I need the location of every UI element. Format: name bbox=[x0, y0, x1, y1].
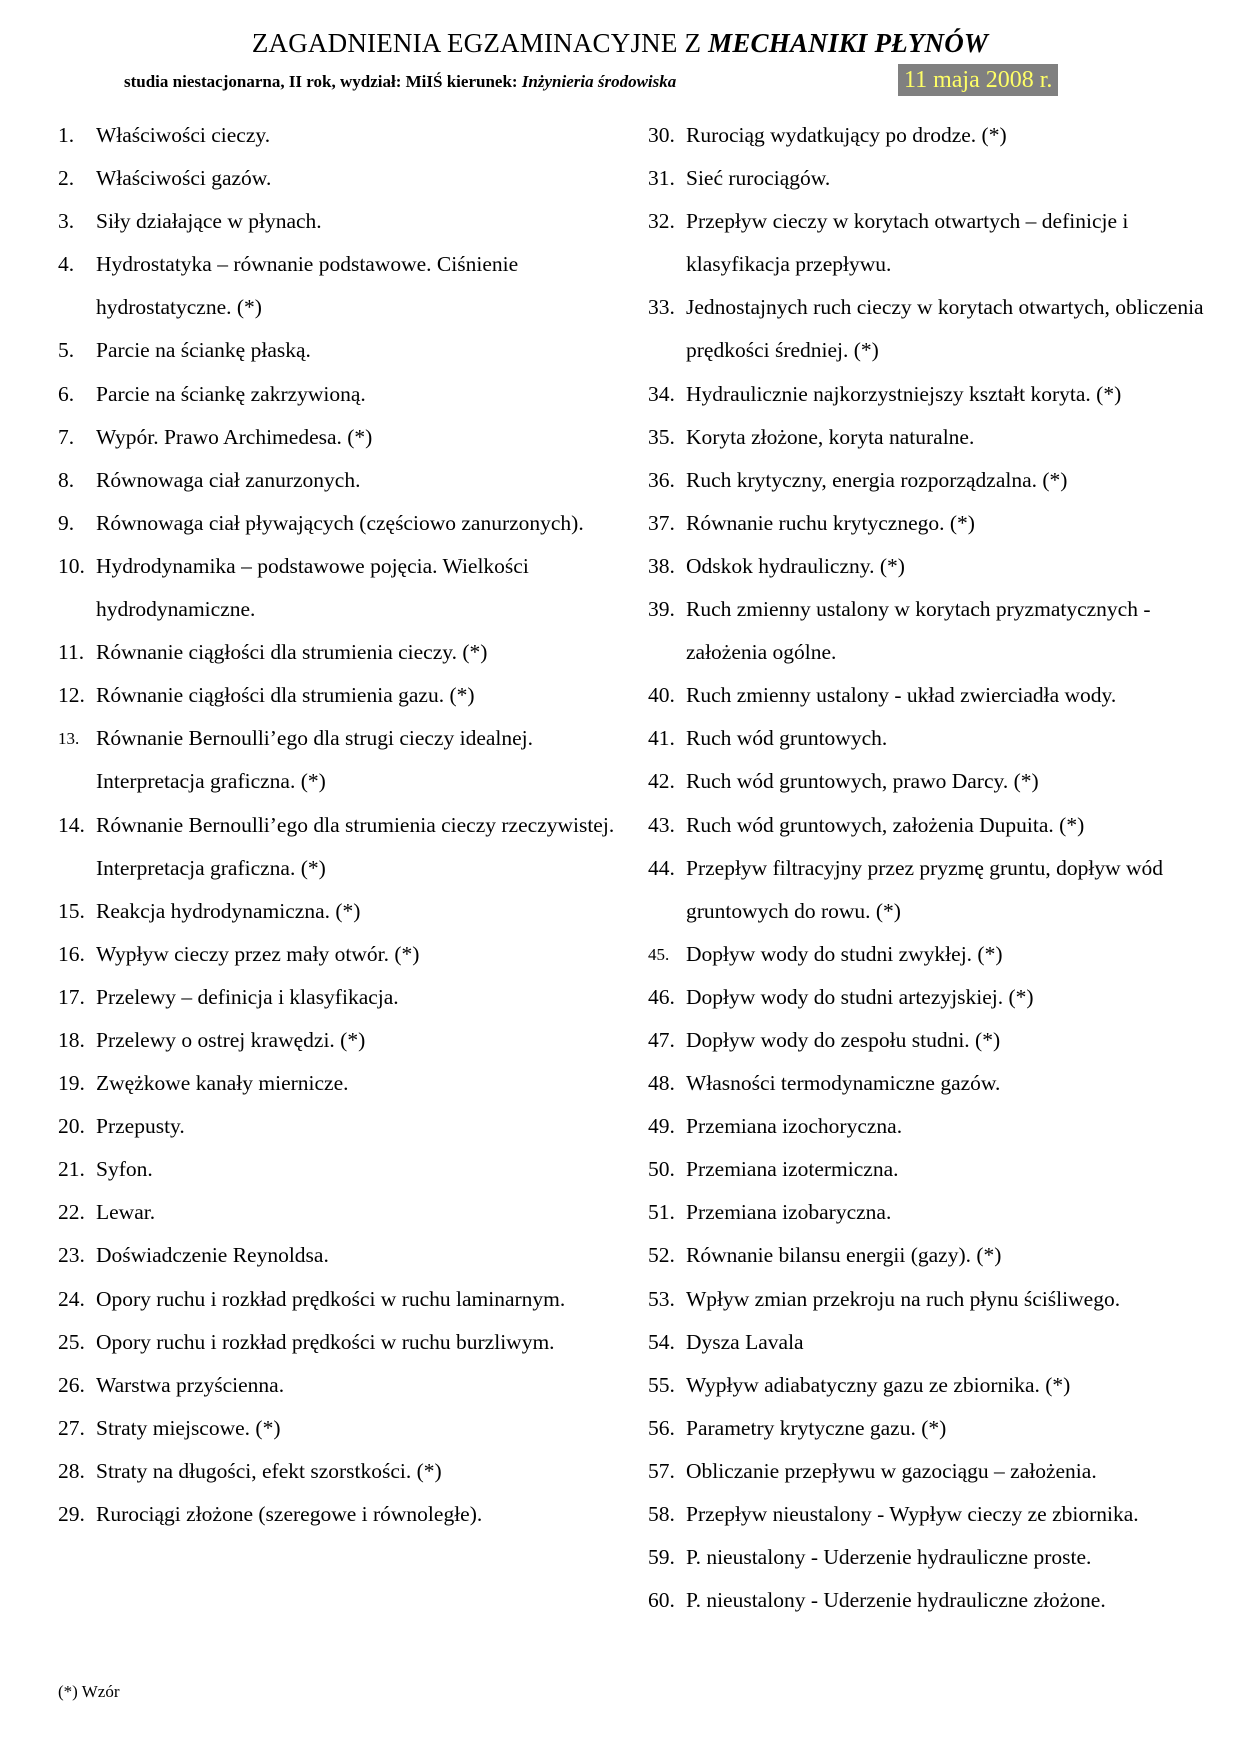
item-text: Parcie na ściankę zakrzywioną. bbox=[96, 381, 366, 406]
item-number: 2. bbox=[58, 166, 75, 191]
item-text: Równanie ciągłości dla strumienia gazu. (*) bbox=[96, 683, 475, 708]
page-title bbox=[0, 28, 1240, 59]
item-text: Równowaga ciał zanurzonych. bbox=[96, 467, 361, 492]
right-column bbox=[648, 114, 1208, 1622]
list-item bbox=[648, 1278, 1208, 1321]
item-text: Jednostajnych ruch cieczy w korytach otwartych, obliczenia prędkości średniej. (*) bbox=[686, 295, 1204, 363]
item-text: Lewar. bbox=[96, 1200, 156, 1225]
list-item bbox=[648, 545, 1208, 588]
item-number: 15. bbox=[58, 898, 85, 923]
item-text: P. nieustalony - Uderzenie hydrauliczne złożone. bbox=[686, 1588, 1106, 1613]
item-number: 12. bbox=[58, 683, 85, 708]
item-number: 45. bbox=[648, 944, 670, 964]
item-text: Sieć rurociągów. bbox=[686, 166, 831, 191]
subtitle-field: Inżynieria środowiska bbox=[521, 72, 677, 91]
item-number: 29. bbox=[58, 1502, 85, 1526]
item-number: 31. bbox=[648, 166, 675, 191]
item-text: Hydrodynamika – podstawowe pojęcia. Wielkości hydrodynamiczne. bbox=[96, 553, 529, 622]
item-number: 28. bbox=[58, 1458, 85, 1483]
item-number: 9. bbox=[58, 510, 75, 535]
list-item bbox=[648, 1019, 1208, 1062]
item-text: Przepływ filtracyjny przez pryzmę gruntu, dopływ wód gruntowych do rowu. (*) bbox=[686, 855, 1164, 923]
list-item bbox=[58, 459, 618, 502]
list-item bbox=[58, 1019, 618, 1062]
list-item bbox=[648, 1321, 1208, 1364]
item-number: 27. bbox=[58, 1415, 85, 1440]
item-text: Dopływ wody do zespołu studni. (*) bbox=[686, 1027, 1001, 1052]
item-text: Przemiana izotermiczna. bbox=[686, 1157, 899, 1182]
item-number: 30. bbox=[648, 123, 675, 147]
item-text: Przemiana izochoryczna. bbox=[686, 1114, 903, 1139]
list-item bbox=[58, 1148, 618, 1191]
list-item bbox=[58, 373, 618, 416]
item-number: 19. bbox=[58, 1071, 85, 1096]
item-text: Przemiana izobaryczna. bbox=[686, 1200, 892, 1225]
item-text: Ruch wód gruntowych, założenia Dupuita. (*) bbox=[686, 812, 1085, 837]
item-number: 6. bbox=[58, 381, 75, 406]
item-number: 41. bbox=[648, 726, 675, 751]
list-item bbox=[648, 1450, 1208, 1493]
list-item bbox=[648, 1579, 1208, 1622]
item-number: 26. bbox=[58, 1372, 85, 1397]
list-item bbox=[58, 243, 618, 329]
item-text: Wypływ adiabatyczny gazu ze zbiornika. (*) bbox=[686, 1372, 1071, 1397]
item-number: 32. bbox=[648, 209, 675, 234]
item-text: Ruch zmienny ustalony - układ zwierciadła wody. bbox=[686, 683, 1117, 708]
list-item bbox=[58, 114, 618, 157]
list-item bbox=[58, 545, 618, 631]
list-item bbox=[58, 416, 618, 459]
list-item bbox=[58, 1364, 618, 1407]
item-text: Przelewy o ostrej krawędzi. (*) bbox=[96, 1027, 366, 1052]
list-item bbox=[648, 674, 1208, 717]
item-text: Opory ruchu i rozkład prędkości w ruchu burzliwym. bbox=[96, 1329, 555, 1354]
item-text: Wypływ cieczy przez mały otwór. (*) bbox=[96, 941, 420, 966]
list-item bbox=[58, 674, 618, 717]
item-number: 24. bbox=[58, 1286, 85, 1311]
list-item bbox=[58, 329, 618, 372]
item-text: Równowaga ciał pływających (częściowo zanurzonych). bbox=[96, 510, 584, 535]
item-number: 1. bbox=[58, 123, 75, 147]
item-text: Syfon. bbox=[96, 1157, 153, 1182]
list-item bbox=[648, 760, 1208, 803]
item-text: Straty na długości, efekt szorstkości. (*) bbox=[96, 1458, 442, 1483]
item-number: 57. bbox=[648, 1458, 675, 1483]
item-number: 49. bbox=[648, 1114, 675, 1139]
list-item bbox=[58, 1191, 618, 1234]
item-text: P. nieustalony - Uderzenie hydrauliczne proste. bbox=[686, 1545, 1092, 1570]
item-number: 14. bbox=[58, 812, 85, 837]
item-text: Parametry krytyczne gazu. (*) bbox=[686, 1415, 947, 1440]
item-number: 55. bbox=[648, 1372, 675, 1397]
item-number: 36. bbox=[648, 467, 675, 492]
item-number: 56. bbox=[648, 1415, 675, 1440]
item-number: 51. bbox=[648, 1200, 675, 1225]
footnote: (*) Wzór bbox=[58, 1682, 120, 1701]
item-number: 13. bbox=[58, 729, 80, 749]
list-item bbox=[648, 804, 1208, 847]
item-text: Równanie ciągłości dla strumienia cieczy. (*) bbox=[96, 640, 488, 665]
item-number: 20. bbox=[58, 1114, 85, 1139]
list-item bbox=[648, 157, 1208, 200]
item-number: 11. bbox=[58, 640, 85, 665]
item-text: Ruch wód gruntowych, prawo Darcy. (*) bbox=[686, 769, 1039, 794]
item-text: Hydrostatyka – równanie podstawowe. Ciśnienie hydrostatyczne. (*) bbox=[96, 252, 519, 320]
list-item bbox=[648, 1407, 1208, 1450]
list-item bbox=[648, 976, 1208, 1019]
item-number: 33. bbox=[648, 295, 675, 320]
item-text: Równanie Bernoulli’ego dla strugi cieczy idealnej. Interpretacja graficzna. (*) bbox=[96, 726, 534, 794]
list-item bbox=[648, 502, 1208, 545]
item-text: Przelewy – definicja i klasyfikacja. bbox=[96, 984, 399, 1009]
item-number: 4. bbox=[58, 252, 75, 277]
list-item bbox=[58, 933, 618, 976]
item-text: Równanie ruchu krytycznego. (*) bbox=[686, 510, 975, 535]
item-number: 60. bbox=[648, 1588, 675, 1613]
item-text: Koryta złożone, koryta naturalne. bbox=[686, 424, 975, 449]
item-number: 44. bbox=[648, 855, 675, 880]
item-text: Hydraulicznie najkorzystniejszy kształt koryta. (*) bbox=[686, 381, 1122, 406]
list-item bbox=[648, 1536, 1208, 1579]
list-item bbox=[648, 459, 1208, 502]
list-item bbox=[58, 1062, 618, 1105]
item-number: 3. bbox=[58, 209, 75, 234]
list-item bbox=[58, 804, 618, 890]
item-number: 43. bbox=[648, 812, 675, 837]
item-text: Rurociąg wydatkujący po drodze. (*) bbox=[686, 123, 1007, 147]
item-text: Przepusty. bbox=[96, 1114, 185, 1139]
item-text: Siły działające w płynach. bbox=[96, 209, 322, 234]
list-item bbox=[648, 1062, 1208, 1105]
item-number: 17. bbox=[58, 984, 85, 1009]
item-text: Doświadczenie Reynoldsa. bbox=[96, 1243, 329, 1268]
list-item bbox=[58, 1407, 618, 1450]
item-text: Wypór. Prawo Archimedesa. (*) bbox=[96, 424, 373, 449]
list-item bbox=[58, 157, 618, 200]
item-number: 54. bbox=[648, 1329, 675, 1354]
item-text: Ruch zmienny ustalony w korytach pryzmatycznych - założenia ogólne. bbox=[686, 597, 1151, 665]
list-item bbox=[58, 200, 618, 243]
item-number: 52. bbox=[648, 1243, 675, 1268]
item-text: Opory ruchu i rozkład prędkości w ruchu laminarnym. bbox=[96, 1286, 566, 1311]
list-item bbox=[648, 1493, 1208, 1536]
list-item bbox=[58, 502, 618, 545]
item-text: Parcie na ściankę płaską. bbox=[96, 338, 311, 363]
item-text: Przepływ cieczy w korytach otwartych – definicje i klasyfikacja przepływu. bbox=[686, 209, 1129, 277]
date-badge: 11 maja 2008 r. bbox=[898, 64, 1058, 96]
item-number: 42. bbox=[648, 769, 675, 794]
page-subtitle bbox=[124, 72, 676, 92]
item-text: Ruch wód gruntowych. bbox=[686, 726, 888, 751]
left-column bbox=[58, 114, 618, 1536]
list-item bbox=[58, 1234, 618, 1277]
list-item bbox=[648, 1364, 1208, 1407]
item-text: Warstwa przyścienna. bbox=[96, 1372, 285, 1397]
list-item bbox=[648, 114, 1208, 157]
item-number: 22. bbox=[58, 1200, 85, 1225]
item-number: 40. bbox=[648, 683, 675, 708]
title-main: ZAGADNIENIA EGZAMINACYJNE Z bbox=[251, 28, 709, 58]
list-item bbox=[648, 416, 1208, 459]
item-number: 50. bbox=[648, 1157, 675, 1182]
item-number: 16. bbox=[58, 941, 85, 966]
item-number: 59. bbox=[648, 1545, 675, 1570]
list-item bbox=[58, 976, 618, 1019]
item-number: 37. bbox=[648, 510, 675, 535]
list-item bbox=[648, 588, 1208, 674]
item-text: Wpływ zmian przekroju na ruch płynu ściśliwego. bbox=[686, 1286, 1121, 1311]
subtitle-main: studia niestacjonarna, II rok, wydział: MiIŚ kierunek: bbox=[124, 72, 522, 91]
list-item bbox=[648, 717, 1208, 760]
item-text: Równanie bilansu energii (gazy). (*) bbox=[686, 1243, 1002, 1268]
item-number: 39. bbox=[648, 597, 675, 622]
item-text: Reakcja hydrodynamiczna. (*) bbox=[96, 898, 361, 923]
list-item bbox=[58, 1321, 618, 1364]
list-item bbox=[58, 1493, 618, 1536]
item-text: Obliczanie przepływu w gazociągu – założenia. bbox=[686, 1458, 1097, 1483]
item-number: 25. bbox=[58, 1329, 85, 1354]
list-item bbox=[58, 717, 618, 803]
item-text: Ruch krytyczny, energia rozporządzalna. (*) bbox=[686, 467, 1068, 492]
list-item bbox=[58, 1105, 618, 1148]
list-item bbox=[648, 933, 1208, 976]
item-text: Rurociągi złożone (szeregowe i równoległe). bbox=[96, 1502, 483, 1526]
item-text: Straty miejscowe. (*) bbox=[96, 1415, 281, 1440]
item-number: 46. bbox=[648, 984, 675, 1009]
item-text: Zwężkowe kanały miernicze. bbox=[96, 1071, 349, 1096]
list-item bbox=[648, 1234, 1208, 1277]
item-text: Odskok hydrauliczny. (*) bbox=[686, 553, 905, 578]
item-text: Własności termodynamiczne gazów. bbox=[686, 1071, 1001, 1096]
item-text: Przepływ nieustalony - Wypływ cieczy ze zbiornika. bbox=[686, 1502, 1139, 1526]
item-number: 5. bbox=[58, 338, 75, 363]
item-number: 48. bbox=[648, 1071, 675, 1096]
item-number: 10. bbox=[58, 553, 85, 578]
list-item bbox=[648, 1191, 1208, 1234]
item-number: 58. bbox=[648, 1502, 675, 1526]
list-item bbox=[648, 1148, 1208, 1191]
list-item bbox=[648, 200, 1208, 286]
item-number: 38. bbox=[648, 553, 675, 578]
list-item bbox=[58, 1450, 618, 1493]
item-number: 47. bbox=[648, 1027, 675, 1052]
item-number: 35. bbox=[648, 424, 675, 449]
item-text: Równanie Bernoulli’ego dla strumienia cieczy rzeczywistej. Interpretacja graficzna. (*) bbox=[96, 812, 615, 880]
list-item bbox=[648, 847, 1208, 933]
item-text: Właściwości gazów. bbox=[96, 166, 272, 191]
list-item bbox=[58, 631, 618, 674]
item-number: 7. bbox=[58, 424, 75, 449]
item-text: Właściwości cieczy. bbox=[96, 123, 271, 147]
item-number: 21. bbox=[58, 1157, 85, 1182]
item-number: 53. bbox=[648, 1286, 675, 1311]
item-number: 23. bbox=[58, 1243, 85, 1268]
item-number: 18. bbox=[58, 1027, 85, 1052]
title-subject: MECHANIKI PŁYNÓW bbox=[708, 28, 989, 58]
item-number: 8. bbox=[58, 467, 75, 492]
item-number: 34. bbox=[648, 381, 675, 406]
list-item bbox=[58, 890, 618, 933]
list-item bbox=[58, 1278, 618, 1321]
item-text: Dopływ wody do studni artezyjskiej. (*) bbox=[686, 984, 1034, 1009]
list-item bbox=[648, 373, 1208, 416]
list-item bbox=[648, 1105, 1208, 1148]
list-item bbox=[648, 286, 1208, 372]
item-text: Dopływ wody do studni zwykłej. (*) bbox=[686, 941, 1003, 966]
item-text: Dysza Lavala bbox=[686, 1329, 804, 1354]
